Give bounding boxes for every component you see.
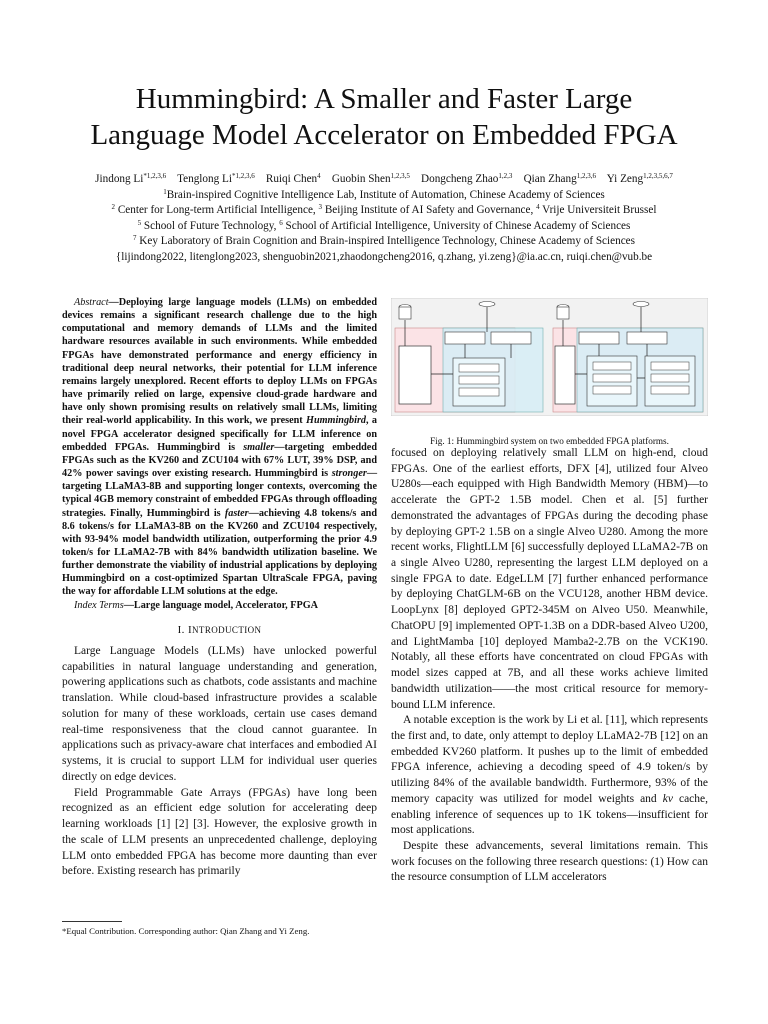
author-sup: 1,2,3,6 (576, 172, 596, 180)
author: Ruiqi Chen (265, 173, 318, 185)
affil-sup: 6 (279, 218, 283, 227)
affiliation-1 (0, 188, 768, 204)
unit (651, 386, 689, 394)
author: Yi Zeng (606, 173, 644, 185)
author-sup: 1,2,3 (498, 172, 513, 180)
author-sup: 4 (317, 172, 321, 180)
author: Jindong Li (95, 173, 144, 185)
footnote-text: *Equal Contribution. Corresponding author: Qian Zhang and Yi Zeng. (62, 926, 310, 936)
storage-icon (557, 307, 569, 319)
author-emails: {lijindong2022, litenglong2023, shenguobin2021,zhaodongcheng2016, q.zhang, yi.zeng}@ia.ac.cn, ruiqi.chen@vub.be (115, 250, 653, 263)
abstract-emph: stronger (331, 468, 367, 480)
title-line-2: Language Model Accelerator on Embedded FPGA (90, 119, 678, 152)
block (627, 332, 667, 344)
storage-icon (633, 302, 649, 307)
index-terms-text: —Large language model, Accelerator, FPGA (123, 599, 318, 611)
affil-text: Center for Long-term Artificial Intelligence, (115, 204, 319, 217)
text-span: cache, enabling inference of sequences up to 1K tokens—insufficient for most applications. (391, 792, 709, 837)
affil-sup: 3 (318, 203, 323, 212)
index-terms-label: Index Terms (74, 599, 124, 611)
affiliation-2 (0, 203, 768, 219)
dram-block (555, 346, 575, 404)
abstract-text: —targeting LLaMA3-8B and supporting longer contexts, overcoming the typical 4GB memory constraint of embedded FPGAs through offloading strategies. Finally, Hummingbird is (62, 468, 377, 519)
abstract-emph: smaller (243, 441, 275, 453)
author-sup: 1,2,3,5 (390, 172, 410, 180)
affil-text: Brain-inspired Cognitive Intelligence Lab, Institute of Automation, Chinese Academy of Sciences (166, 188, 605, 201)
figure-caption: Fig. 1: Hummingbird system on two embedded FPGA platforms. (430, 436, 669, 446)
affil-text: School of Artificial Intelligence, University of Chinese Academy of Sciences (282, 219, 631, 232)
abstract-emph: Hummingbird (306, 415, 367, 427)
author-names (0, 172, 768, 188)
abstract-emph: faster (224, 507, 249, 519)
footnote-rule (62, 921, 122, 922)
section-title: NTRODUCTION (192, 624, 262, 635)
abstract (62, 296, 377, 599)
storage-icon (399, 307, 411, 319)
unit (651, 362, 689, 370)
intro-paragraph-2: Field Programmable Gate Arrays (FPGAs) have long been recognized as an efficient edge solution for accelerating deep learning workloads [1] [2] [3]. However, the explosive growth in the scale of LLM presents an unprecedented challenge, deploying LLM onto embedded FPGA has become more daunting than ever before. Existing research has primarily (62, 786, 377, 878)
block (491, 332, 531, 344)
affiliation-3 (0, 219, 768, 235)
text-span: A notable exception is the work by Li et al. [11], which represents the first and, to date, only attempt to deploy LLaMA2-7B [12] on an embedded KV260 platform. It pushes up to the limit of embedded FPGA inference, achieving a decoding speed of 4.9 token/s by utilizing 84% of the available bandwidth. Furthermore, 93% of the memory capacity was utilized for model weights and (391, 714, 708, 805)
author-sup: *1,2,3,6 (231, 172, 255, 180)
affil-text: School of Future Technology, (141, 219, 280, 232)
intro-paragraph-1: Large Language Models (LLMs) have unlocked powerful capabilities in natural language understanding and generation, powering applications such as chatbots, code assistants and machine translation. While cloud-based infrastructure provides a scalable solution for many of these workloads, certain use cases demand real-time responsiveness that the cloud cannot guarantee. In applications such as privacy-aware chat interfaces and embodied AI systems, it is crucial to support LLM for individual user queries directly on edge devices. (62, 644, 377, 783)
paper-title (0, 81, 768, 153)
affil-sup: 4 (536, 203, 540, 212)
author-sup: *1,2,3,6 (143, 172, 167, 180)
math-kv: kv (662, 792, 673, 805)
affil-sup: 5 (137, 218, 142, 227)
unit (459, 388, 499, 396)
author-sup: 1,2,3,5,6,7 (643, 172, 673, 180)
unit (593, 386, 631, 394)
title-line-1: Hummingbird: A Smaller and Faster Large (135, 83, 633, 116)
author: Guobin Shen (331, 173, 391, 185)
unit (593, 374, 631, 382)
right-column (391, 446, 708, 886)
figure-1-diagram (391, 298, 708, 416)
abstract-text: —achieving 4.8 tokens/s and 8.6 tokens/s for LLaMA3-8B on the KV260 and ZCU104 respectively, with 93-94% model bandwidth utilization, outperforming the prior 4.9 token/s for LLaMA2-7B with 84% bandwidth utilization baseline. We further demonstrate the viability of industrial applications by deploying Hummingbird on a cost-optimized Spartan UltraScale FPGA, paving the way for affordable LLM solutions at the edge. (62, 507, 377, 598)
author: Tenglong Li (177, 173, 232, 185)
footnote (62, 916, 377, 937)
abstract-text: —Deploying large language models (LLMs) on embedded devices remains a significant research challenge due to the high computational and memory demands of LLMs and the limited hardware resources available in such environments. While embedded FPGAs have demonstrated performance and energy efficiency in traditional deep neural networks, their potential for LLM inference remains largely unexplored. Recent efforts to deploy LLMs on FPGAs have primarily relied on large, expensive cloud-grade hardware and have only shown promising results on relatively small LLMs, limiting their real-world applicability. In this work, we present (62, 297, 377, 427)
section-number: I. I (177, 623, 193, 636)
author: Dongcheng Zhao (421, 173, 499, 185)
unit (459, 376, 499, 384)
left-column (62, 296, 377, 880)
section-heading (62, 624, 377, 636)
affiliation-4 (0, 234, 768, 250)
right-paragraph-1: focused on deploying relatively small LLM on high-end, cloud FPGAs. One of the earliest efforts, DFX [4], utilized four Alveo U280s—each equipped with High Bandwidth Memory (HBM)—to accelerate the GPT-2 1.5B model. Chen et al. [5] further demonstrated the advantages of FPGAs during the decoding phase by deploying GPT-2 1.5B on a single Alveo U280. Among the more recent works, FlightLLM [6] successfully deployed LLaMA2-7B on a single Alveo U280, representing the largest LLM deployed on a single FPGA to date. EdgeLLM [7] further enhanced performance by deploying ChatGLM-6B on the VCU128, another HBM device. LoopLynx [8] deployed GPT2-345M on Alveo U50. Meanwhile, ChatOPU [9] implemented OPT-1.3B on a DDR-based Alveo U200, and LightMamba [10] deployed Mamba2-2.7B on the VCK190. Notably, all these efforts have concentrated on cloud FPGAs with model sizes capped at 7B, and all these works achieve limited bandwidth utilization——the most critical resource for memory-bound LLM inference. (391, 447, 708, 711)
author: Qian Zhang (523, 173, 577, 185)
abstract-text: , a novel FPGA accelerator designed specifically for LLM inference on embedded FPGAs. Hummingbird is (62, 415, 378, 453)
affil-text: Vrije Universiteit Brussel (539, 204, 657, 217)
affil-text: Key Laboratory of Brain Cognition and Brain-inspired Intelligence Technology, Chinese Academy of Sciences (136, 235, 635, 248)
storage-icon (479, 302, 495, 307)
abstract-text: —targeting embedded FPGAs such as the KV260 and ZCU104 with 67% LUT, 39% DSP, and 42% power savings over existing research. Hummingbird is (62, 441, 377, 480)
index-terms (62, 599, 377, 612)
abstract-label: Abstract (74, 297, 109, 308)
affil-sup: 7 (133, 234, 137, 243)
block (445, 332, 485, 344)
unit (459, 364, 499, 372)
unit (593, 362, 631, 370)
affil-sup: 1 (163, 187, 167, 196)
affil-text: Beijing Institute of AI Safety and Governance, (322, 204, 537, 217)
right-paragraph-3: Despite these advancements, several limitations remain. This work focuses on the following three research questions: (1) How can the resource consumption of LLM accelerators (391, 839, 708, 884)
block (579, 332, 619, 344)
right-paragraph-2 (391, 713, 708, 839)
affil-sup: 2 (111, 203, 116, 212)
dram-block (399, 346, 431, 404)
unit (651, 374, 689, 382)
author-block (0, 172, 768, 266)
